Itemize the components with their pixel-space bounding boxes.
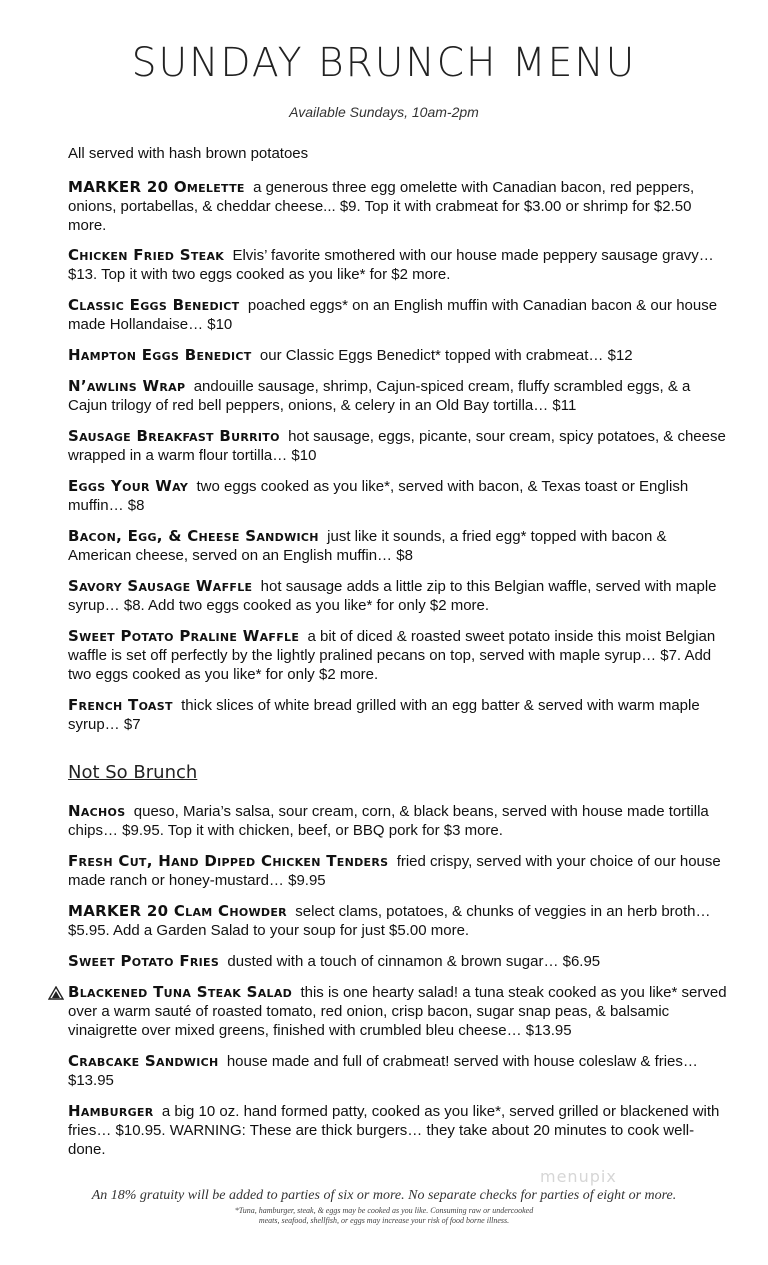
item-name: MARKER 20 Omelette (68, 178, 245, 196)
item-description: fried crispy, served with your choice of our house made ranch or honey-mustard… $9.95 (68, 853, 721, 889)
menu-item (68, 1102, 728, 1159)
item-description: poached eggs* on an English muffin with Canadian bacon & our house made Hollandaise… $10 (68, 297, 718, 333)
section-heading-not-so-brunch: Not So Brunch (68, 762, 198, 783)
hash-brown-note: All served with hash brown potatoes (68, 145, 309, 162)
item-name: French Toast (68, 696, 173, 714)
menu-item (68, 527, 728, 565)
disclaimer-line-1: *Tuna, hamburger, steak, & eggs may be cooked as you like. Consuming raw or undercooked (234, 1206, 534, 1215)
item-name: Sweet Potato Fries (68, 952, 220, 970)
menu-item (68, 427, 728, 465)
menu-item (68, 852, 728, 890)
menu-item (68, 377, 728, 415)
item-description: hot sausage, eggs, picante, sour cream, spicy potatoes, & cheese wrapped in a warm flour tortilla… $10 (68, 428, 726, 464)
menupix-watermark: menupix (540, 1167, 617, 1186)
menu-item (68, 627, 728, 684)
item-name: Hamburger (68, 1102, 154, 1120)
availability-note: Available Sundays, 10am-2pm (289, 104, 479, 120)
item-description: andouille sausage, shrimp, Cajun-spiced cream, fluffy scrambled eggs, & a Cajun trilogy of red bell peppers, onions, & celery in an Old Bay tortilla… $11 (68, 378, 691, 414)
item-name: Sweet Potato Praline Waffle (68, 627, 300, 645)
item-name: Nachos (68, 802, 126, 820)
item-name: Sausage Breakfast Burrito (68, 427, 280, 445)
item-name: Blackened Tuna Steak Salad (68, 983, 293, 1001)
menu-item (68, 477, 728, 515)
menu-item (68, 577, 728, 615)
menu-item (68, 346, 728, 365)
menu-item (68, 983, 728, 1040)
item-description: dusted with a touch of cinnamon & brown sugar… $6.95 (227, 953, 601, 970)
food-safety-disclaimer (0, 1206, 768, 1226)
brunch-items (68, 178, 728, 734)
menu-item (68, 952, 728, 971)
item-name: Classic Eggs Benedict (68, 296, 240, 314)
menu-item (68, 178, 728, 235)
item-description: hot sausage adds a little zip to this Belgian waffle, served with maple syrup… $8. Add two eggs cooked as you like* for only $2 more. (68, 578, 717, 614)
item-name: MARKER 20 Clam Chowder (68, 902, 287, 920)
menu-item (68, 1052, 728, 1090)
menu-title: SUNDAY BRUNCH MENU (131, 40, 637, 86)
item-description: a bit of diced & roasted sweet potato inside this moist Belgian waffle is set off perfectly by the lightly pralined pecans on top, served with maple syrup… $7. Add two eggs cooked as you like* for only $2 more. (68, 628, 716, 683)
item-name: Chicken Fried Steak (68, 246, 225, 264)
item-description: select clams, potatoes, & chunks of veggies in an herb broth… $5.95. Add a Garden Salad to your soup for just $5.00 more. (68, 903, 711, 939)
item-name: Eggs Your Way (68, 477, 189, 495)
item-name: Crabcake Sandwich (68, 1052, 219, 1070)
menu-item (68, 902, 728, 940)
warning-triangle-icon (48, 986, 64, 1000)
item-description: our Classic Eggs Benedict* topped with crabmeat… $12 (259, 347, 633, 364)
item-name: Bacon, Egg, & Cheese Sandwich (68, 527, 319, 545)
menu-item (68, 696, 728, 734)
gratuity-note: An 18% gratuity will be added to parties of six or more. No separate checks for parties of eight or more. (91, 1188, 677, 1203)
item-name: Hampton Eggs Benedict (68, 346, 252, 364)
item-description: two eggs cooked as you like*, served with bacon, & Texas toast or English muffin… $8 (68, 478, 689, 514)
item-description: this is one hearty salad! a tuna steak cooked as you like* served over a warm sauté of roasted tomato, red onion, crisp bacon, sugar snap peas, & balsamic vinaigrette over mixed greens, finished with crumbled bleu cheese… $13.95 (68, 984, 727, 1039)
item-description: Elvis’ favorite smothered with our house made peppery sausage gravy… $13. Top it with two eggs cooked as you like* for $2 more. (68, 247, 714, 283)
menu-item (68, 802, 728, 840)
item-description: queso, Maria’s salsa, sour cream, corn, & black beans, served with house made tortilla chips… $9.95. Top it with chicken, beef, or BBQ pork for $3 more. (68, 803, 709, 839)
not-so-brunch-items (68, 802, 728, 1159)
item-name: Fresh Cut, Hand Dipped Chicken Tenders (68, 852, 389, 870)
menu-item (68, 296, 728, 334)
disclaimer-line-2: meats, seafood, shellfish, or eggs may increase your risk of food borne illness. (258, 1216, 510, 1225)
item-name: N’awlins Wrap (68, 377, 186, 395)
menu-item (68, 246, 728, 284)
item-description: house made and full of crabmeat! served with house coleslaw & fries… $13.95 (68, 1053, 698, 1089)
item-name: Savory Sausage Waffle (68, 577, 253, 595)
item-description: a big 10 oz. hand formed patty, cooked as you like*, served grilled or blackened with fries… $10.95. WARNING: These are thick burgers… they take about 20 minutes to cook well-done. (68, 1103, 720, 1158)
item-description: a generous three egg omelette with Canadian bacon, red peppers, onions, portabellas, & cheddar cheese... $9. Top it with crabmeat for $3.00 or shrimp for $2.50 more. (68, 179, 695, 234)
item-description: thick slices of white bread grilled with an egg batter & served with warm maple syrup… $7 (68, 697, 700, 733)
item-description: just like it sounds, a fried egg* topped with bacon & American cheese, served on an English muffin… $8 (68, 528, 667, 564)
